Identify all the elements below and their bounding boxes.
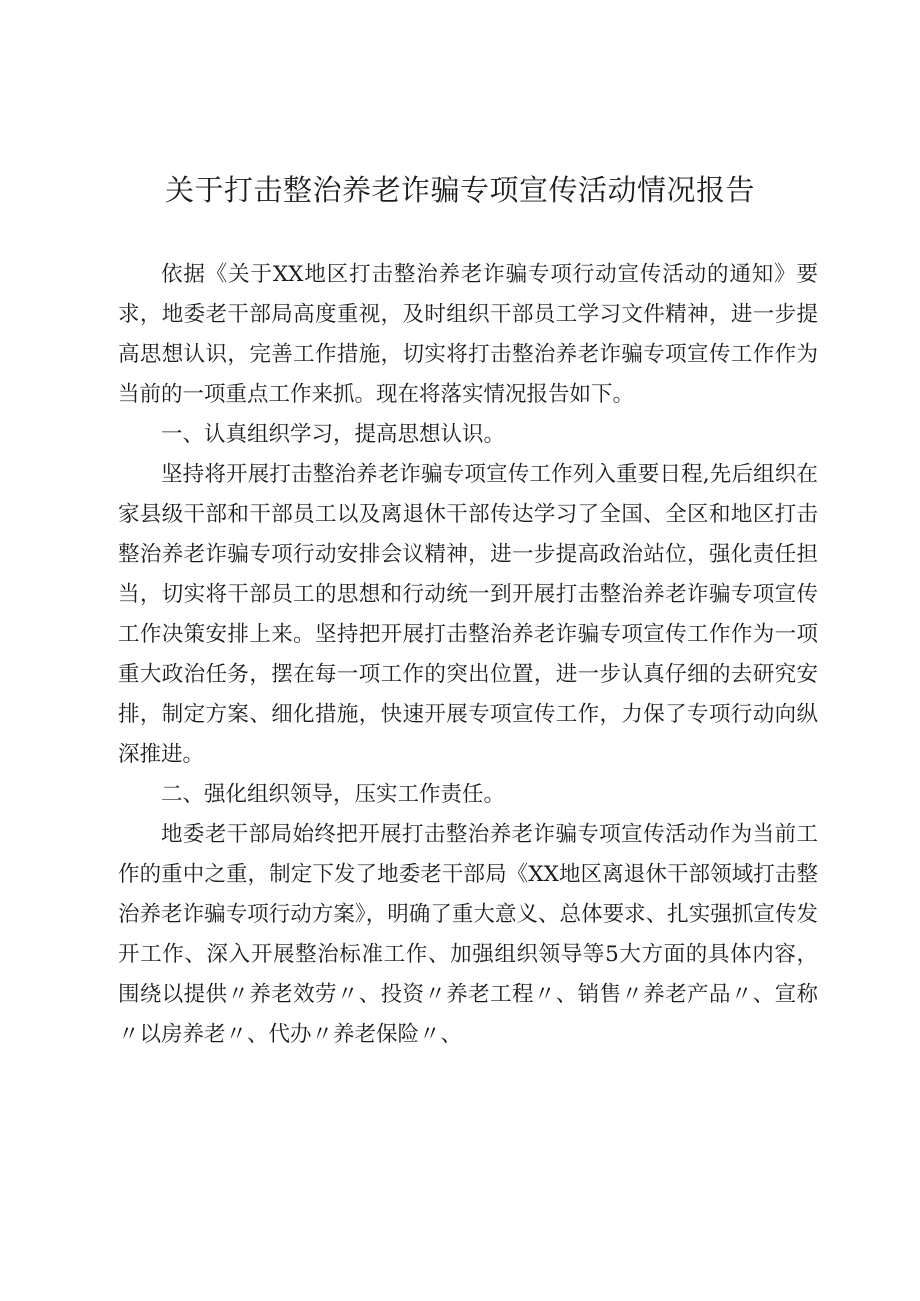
intro-paragraph: 依据《关于XX地区打击整治养老诈骗专项行动宣传活动的通知》要求，地委老干部局高度重视，及时组织干部员工学习文件精神，进一步提高思想认识，完善工作措施，切实将打击整治养老诈骗专项宣传工作作为当前的一项重点工作来抓。现在将落实情况报告如下。 [118,262,818,407]
section-1-paragraph: 坚持将开展打击整治养老诈骗专项宣传工作列入重要日程,先后组织在家县级干部和干部员工以及离退休干部传达学习了全国、全区和地区打击整治养老诈骗专项行动安排会议精神，进一步提高政治站位，强化责任担当，切实将干部员工的思想和行动统一到开展打击整治养老诈骗专项宣传工作决策安排上来。坚持把开展打击整治养老诈骗专项宣传工作作为一项重大政治任务，摆在每一项工作的突出位置，进一步认真仔细的去研究安排，制定方案、细化措施，快速开展专项宣传工作，力保了专项行动向纵深推进。 [118,462,818,767]
section-2-paragraph: 地委老干部局始终把开展打击整治养老诈骗专项宣传活动作为当前工作的重中之重，制定下发了地委老干部局《XX地区离退休干部领域打击整治养老诈骗专项行动方案》，明确了重大意义、总体要求、扎实强抓宣传发开工作、深入开展整治标准工作、加强组织领导等5大方面的具体内容，围绕以提供〃养老效劳〃、投资〃养老工程〃、销售〃养老产品〃、宣称〃以房养老〃、代办〃养老保险〃、 [118,822,818,1047]
document-body [118,255,818,1055]
section-heading-2: 二、强化组织领导，压实工作责任。 [161,782,506,807]
section-heading-1: 一、认真组织学习，提高思想认识。 [161,422,506,447]
document-title: 关于打击整治养老诈骗专项宣传活动情况报告 [164,173,755,207]
